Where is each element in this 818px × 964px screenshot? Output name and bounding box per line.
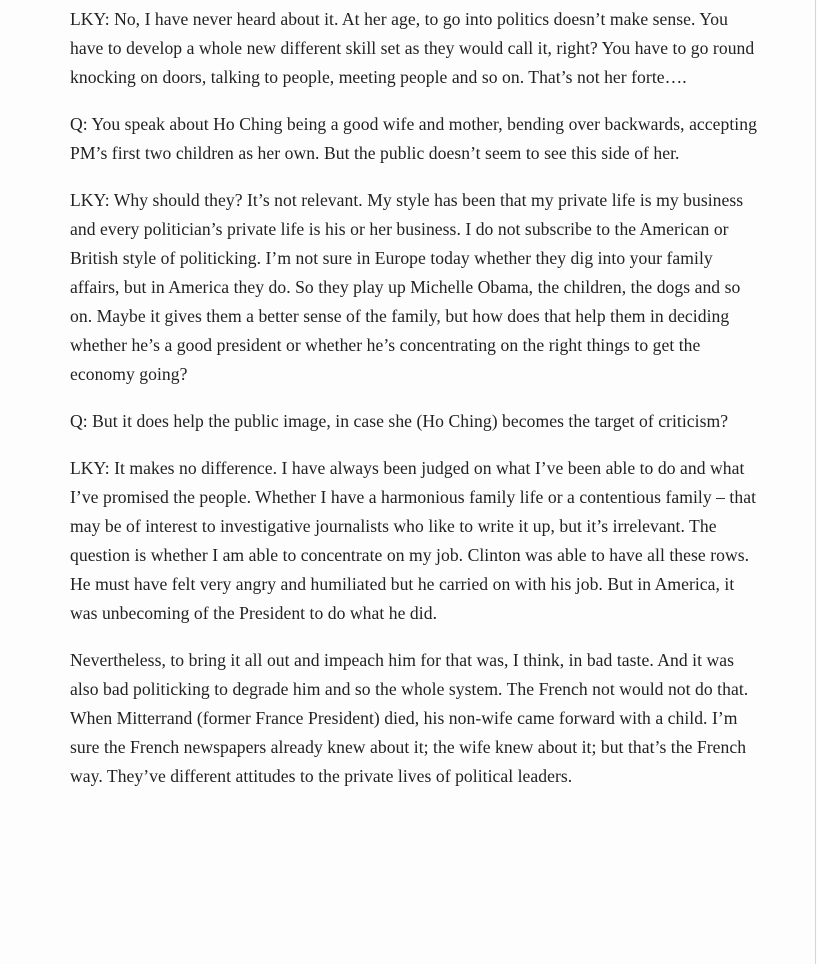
paragraph-lky-answer-private-life: LKY: Why should they? It’s not relevant. My style has been that my private life is my business and every politician’s private life is his or her business. I do not subscribe to the American or British style of politicking. I’m not sure in Europe today whether they dig into your family affairs, but in America they do. So they play up Michelle Obama, the children, the dogs and so on. Maybe it gives them a better sense of the family, but how does that help them in deciding whether he’s a good president or whether he’s concentrating on the right things to get the economy going?	[70, 190, 744, 384]
paragraph-lky-answer-judged: LKY: It makes no difference. I have always been judged on what I’ve been able to do and what I’ve promised the people. Whether I have a harmonious family life or a contentious family – that may be of interest to investigative journalists who like to write it up, but it’s irrelevant. The question is whether I am able to concentrate on my job. Clinton was able to have all these rows. He must have felt very angry and humiliated but he carried on with his job. But in America, it was unbecoming of the President to do what he did.	[70, 458, 757, 623]
article-body	[70, 5, 760, 809]
paragraph-lky-answer-french-way: Nevertheless, to bring it all out and impeach him for that was, I think, in bad taste. And it was also bad politicking to degrade him and so the whole system. The French not would not do that. When Mitterrand (former France President) died, his non-wife came forward with a child. I’m sure the French newspapers already knew about it; the wife knew about it; but that’s the French way. They’ve different attitudes to the private lives of political leaders.	[70, 650, 749, 786]
page-edge-divider	[815, 0, 816, 964]
paragraph-question-public-image: Q: But it does help the public image, in case she (Ho Ching) becomes the target of criticism?	[70, 411, 729, 431]
paragraph-lky-answer-politics: LKY: No, I have never heard about it. At her age, to go into politics doesn’t make sense. You have to develop a whole new different skill set as they would call it, right? You have to go round knocking on doors, talking to people, meeting people and so on. That’s not her forte….	[70, 9, 755, 87]
paragraph-question-ho-ching: Q: You speak about Ho Ching being a good wife and mother, bending over backwards, accepting PM’s first two children as her own. But the public doesn’t seem to see this side of her.	[70, 114, 757, 163]
